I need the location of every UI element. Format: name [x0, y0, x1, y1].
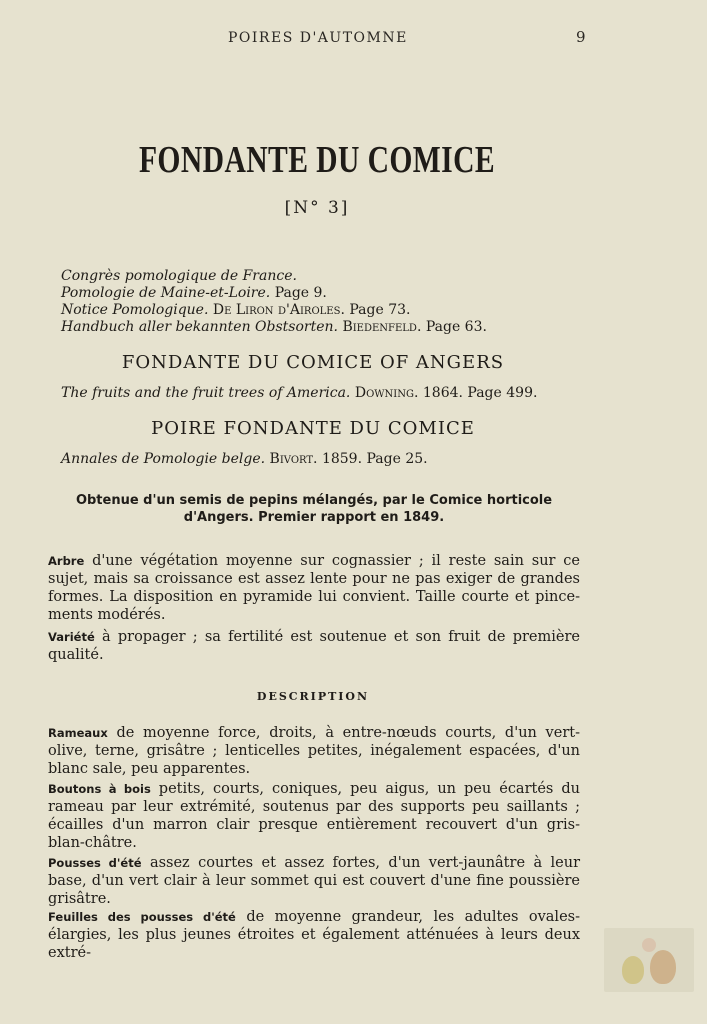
reference-line: [61, 268, 487, 285]
paragraph-lead: Arbre: [48, 554, 85, 568]
description-paragraph: [48, 724, 580, 778]
reference-author: De Liron d'Airoles.: [212, 302, 345, 318]
reference-line: [61, 285, 487, 302]
pear-icon: [642, 938, 656, 952]
reference-author: Biedenfeld.: [342, 319, 422, 335]
reference-work: Handbuch aller bekannten Obstsorten.: [61, 319, 338, 335]
paragraph-lead: Pousses d'été: [48, 856, 142, 870]
origin-note: Obtenue d'un semis de pepins mélangés, par le Comice horticole d'Angers. Premier rapport en 1849.: [75, 493, 553, 525]
reference-detail: Page 9.: [274, 285, 327, 301]
reference-detail: 1864. Page 499.: [422, 385, 538, 401]
running-head: POIRES D'AUTOMNE: [228, 30, 408, 46]
paragraph-text: d'une végétation moyenne sur cognassier ; il reste sain sur ce sujet, mais sa croissance est assez lente pour ne pas exiger de grandes formes. La disposition en pyramide lui convient. Taille courte et pince-ments modérés.: [48, 553, 580, 623]
reference-detail: Page 63.: [425, 319, 487, 335]
paragraph-text: de moyenne force, droits, à entre-nœuds courts, d'un vert-olive, terne, grisâtre ; lenticelles petites, inégalement espacées, d'un blanc sale, peu apparentes.: [48, 725, 580, 777]
paragraph-lead: Feuilles des pousses d'été: [48, 910, 236, 924]
reference-author: Bivort.: [269, 451, 318, 467]
paragraph-lead: Variété: [48, 630, 95, 644]
reference-list: [61, 268, 487, 336]
variety-number: [N° 3]: [284, 198, 350, 218]
paragraph-lead: Rameaux: [48, 726, 108, 740]
reference-work: Pomologie de Maine-et-Loire.: [61, 285, 271, 301]
paragraph-text: assez courtes et assez fortes, d'un vert-jaunâtre à leur base, d'un vert clair à leur sommet qui est couvert d'une fine poussière grisâtre.: [48, 855, 580, 907]
paragraph-text: de moyenne grandeur, les adultes ovales-élargies, les plus jeunes étroites et également atténuées à leurs deux extré-: [48, 909, 580, 961]
paragraph-text: à propager ; sa fertilité est soutenue et son fruit de première qualité.: [48, 629, 580, 663]
reference-line: [61, 319, 487, 336]
reference-work: Annales de Pomologie belge.: [61, 451, 266, 467]
synonym-heading: POIRE FONDANTE DU COMICE: [151, 418, 475, 439]
reference-work: Congrès pomologique de France.: [61, 268, 297, 284]
reference-detail: 1859. Page 25.: [321, 451, 428, 467]
description-heading: DESCRIPTION: [256, 690, 370, 703]
pear-icon: [622, 956, 644, 984]
reference-work: The fruits and the fruit trees of America.: [61, 385, 351, 401]
synonym-reference: [61, 385, 537, 401]
page-title: FONDANTE DU COMICE: [138, 139, 496, 181]
page-number: 9: [576, 28, 586, 46]
culture-paragraph-variety: [48, 628, 580, 664]
culture-paragraph-tree: [48, 552, 580, 624]
description-paragraph: [48, 854, 580, 908]
synonym-reference: [61, 451, 428, 467]
paragraph-lead: Boutons à bois: [48, 782, 151, 796]
fruit-thumbnail-image: [604, 928, 694, 992]
pear-icon: [650, 950, 676, 984]
paragraph-text: petits, courts, coniques, peu aigus, un peu écartés du rameau par leur extrémité, soutenus par des supports peu saillants ; écailles d'un marron clair presque entièrement recouvert d'un gris-blan-châtre.: [48, 781, 580, 851]
reference-line: [61, 302, 487, 319]
reference-work: Notice Pomologique.: [61, 302, 209, 318]
description-paragraph: [48, 908, 580, 962]
description-paragraph: [48, 780, 580, 852]
synonym-heading: FONDANTE DU COMICE OF ANGERS: [121, 352, 505, 373]
reference-author: Downing.: [354, 385, 419, 401]
reference-detail: Page 73.: [349, 302, 411, 318]
